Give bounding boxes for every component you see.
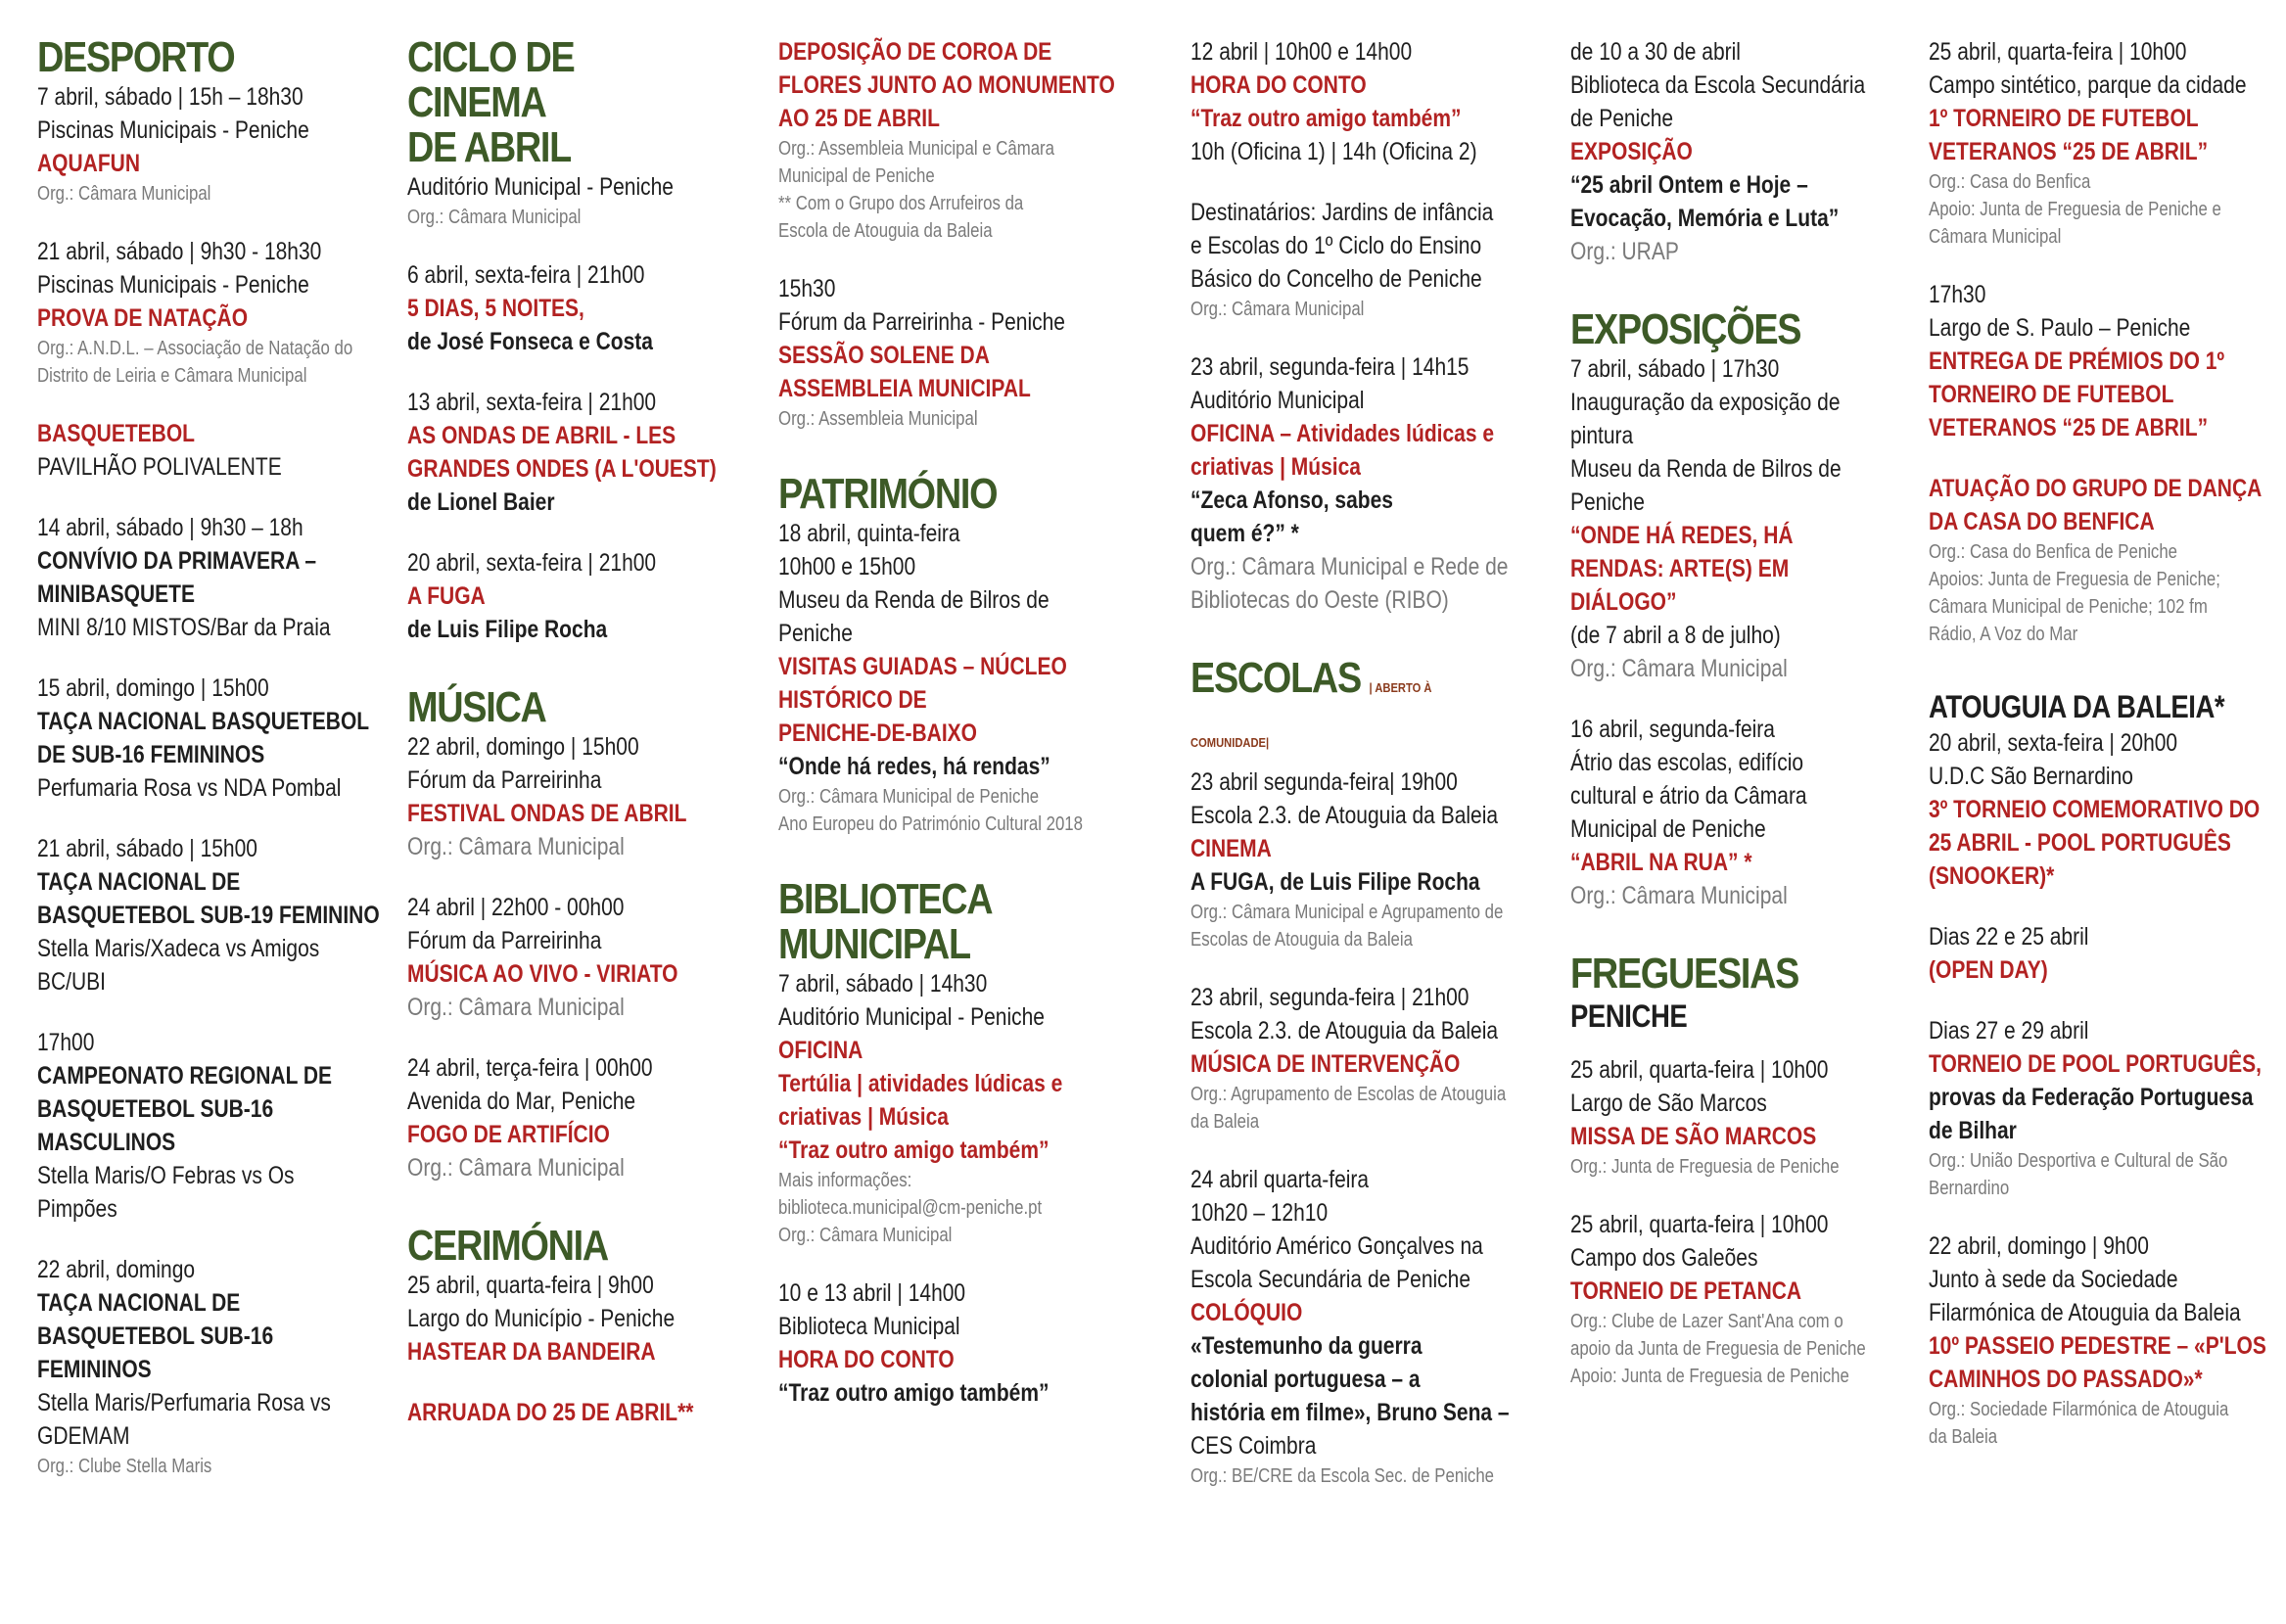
event-line: 10 e 13 abril | 14h00 <box>778 1279 966 1307</box>
event-line: Biblioteca da Escola Secundária <box>1570 71 1866 99</box>
event-line: Câmara Municipal <box>1929 226 2062 248</box>
event-entry <box>778 35 1170 245</box>
event-line: Org.: Câmara Municipal <box>37 183 211 205</box>
event-line: Apoio: Junta de Freguesia de Peniche e <box>1929 199 2221 220</box>
event-line: de 10 a 30 de abril <box>1570 38 1741 66</box>
event-line: Largo de São Marcos <box>1570 1090 1767 1117</box>
section <box>778 35 1170 433</box>
event-line: 10h00 e 15h00 <box>778 553 916 580</box>
event-line: A FUGA, de Luis Filipe Rocha <box>1190 868 1480 896</box>
event-line: “Traz outro amigo também” <box>778 1379 1050 1407</box>
section-title-text: BIBLIOTECA MUNICIPAL <box>778 875 993 968</box>
section-title <box>1570 307 1879 352</box>
event-line: Org.: Câmara Municipal <box>1570 882 1788 909</box>
section-title <box>1570 951 1879 997</box>
column-5 <box>1570 35 1929 1417</box>
event-line: AQUAFUN <box>37 150 140 177</box>
event-line: colonial portuguesa – a <box>1190 1366 1421 1393</box>
event-line: 10º PASSEIO PEDESTRE – «P'LOS <box>1929 1332 2266 1360</box>
event-line: 24 abril quarta-feira <box>1190 1166 1370 1193</box>
event-line: U.D.C São Bernardino <box>1929 763 2133 790</box>
event-line: Fórum da Parreirinha <box>407 766 602 794</box>
column-4 <box>1190 35 1555 1517</box>
event-line: Junto à sede da Sociedade <box>1929 1266 2178 1293</box>
event-entry <box>1570 35 1929 268</box>
event-entry <box>37 80 390 208</box>
event-line: 25 abril, quarta-feira | 10h00 <box>1570 1056 1829 1084</box>
event-line: pintura <box>1570 422 1634 449</box>
section-title-text: MÚSICA <box>407 683 546 731</box>
event-line: TORNEIO DE POOL PORTUGUÊS, <box>1929 1050 2262 1078</box>
event-line: TORNEIO DE PETANCA <box>1570 1277 1802 1305</box>
event-line: GDEMAM <box>37 1422 130 1450</box>
section <box>407 685 760 1184</box>
event-line: DIÁLOGO” <box>1570 588 1677 616</box>
event-line: Org.: Câmara Municipal e Rede de <box>1190 553 1509 580</box>
event-line: Org.: Sociedade Filarmónica de Atouguia <box>1929 1399 2229 1420</box>
event-entry <box>407 891 760 1024</box>
section <box>1570 951 1929 1390</box>
event-line: Rádio, A Voz do Mar <box>1929 624 2078 645</box>
event-line: 18 abril, quinta-feira <box>778 520 960 547</box>
event-line: Org.: Câmara Municipal <box>407 207 582 228</box>
event-line: Piscinas Municipais - Peniche <box>37 116 309 144</box>
event-entry <box>407 170 760 231</box>
event-line: 16 abril, segunda-feira <box>1570 716 1775 743</box>
section <box>778 877 1170 1410</box>
event-line: Peniche <box>1570 488 1645 516</box>
event-line: 7 abril, sábado | 17h30 <box>1570 355 1780 383</box>
section-title-text: CICLO DE CINEMA DE ABRIL <box>407 33 575 171</box>
section-title <box>37 35 341 80</box>
event-line: 12 abril | 10h00 e 14h00 <box>1190 38 1413 66</box>
event-line: Distrito de Leiria e Câmara Municipal <box>37 365 307 387</box>
event-line: Org.: Agrupamento de Escolas de Atouguia <box>1190 1084 1507 1105</box>
event-line: Org.: URAP <box>1570 238 1679 265</box>
event-line: (OPEN DAY) <box>1929 956 2048 984</box>
event-line: Pimpões <box>37 1195 117 1223</box>
event-line: Escola de Atouguia da Baleia <box>778 220 993 242</box>
event-line: Inauguração da exposição de <box>1570 389 1841 416</box>
event-line: de Peniche <box>1570 105 1674 132</box>
event-line: HORA DO CONTO <box>778 1346 955 1373</box>
event-line: CAMINHOS DO PASSADO»* <box>1929 1366 2203 1393</box>
event-line: biblioteca.municipal@cm-peniche.pt <box>778 1197 1043 1219</box>
section <box>778 472 1170 838</box>
event-line: Escola Secundária de Peniche <box>1190 1266 1471 1293</box>
event-line: Stella Maris/O Febras vs Os <box>37 1162 295 1189</box>
event-line: AS ONDAS DE ABRIL - LES <box>407 422 676 449</box>
event-line: Largo do Município - Peniche <box>407 1305 676 1332</box>
event-line: VETERANOS “25 DE ABRIL” <box>1929 414 2209 441</box>
event-line: 7 abril, sábado | 14h30 <box>778 970 988 998</box>
section-title <box>1190 656 1504 766</box>
event-line: FESTIVAL ONDAS DE ABRIL <box>407 800 687 827</box>
event-line: Peniche <box>778 620 853 647</box>
event-line: 20 abril, sexta-feira | 20h00 <box>1929 729 2178 757</box>
event-line: Org.: Câmara Municipal <box>407 994 625 1021</box>
event-line: MISSA DE SÃO MARCOS <box>1570 1123 1817 1150</box>
event-line: Dias 27 e 29 abril <box>1929 1017 2089 1044</box>
event-line: criativas | Música <box>1190 453 1361 481</box>
event-line: EXPOSIÇÃO <box>1570 138 1693 165</box>
event-line: 25 ABRIL - POOL PORTUGUÊS <box>1929 829 2231 857</box>
section-title <box>407 685 711 730</box>
event-line: ASSEMBLEIA MUNICIPAL <box>778 375 1031 402</box>
section-title-text: ESCOLAS <box>1190 654 1361 702</box>
event-entry <box>37 1253 390 1480</box>
event-entry <box>37 1026 390 1226</box>
event-line: 7 abril, sábado | 15h – 18h30 <box>37 83 303 111</box>
event-line: BASQUETEBOL SUB-16 <box>37 1322 274 1350</box>
event-line: BASQUETEBOL SUB-19 FEMININO <box>37 902 380 929</box>
event-line: Municipal de Peniche <box>1570 815 1766 843</box>
event-line: Escola 2.3. de Atouguia da Baleia <box>1190 802 1499 829</box>
event-entry <box>407 386 760 519</box>
event-line: Org.: A.N.D.L. – Associação de Natação do <box>37 338 353 359</box>
event-line: DE SUB-16 FEMININOS <box>37 741 265 768</box>
event-line: TAÇA NACIONAL DE <box>37 1289 241 1317</box>
section <box>407 35 760 646</box>
event-line: Tertúlia | atividades lúdicas e <box>778 1070 1063 1097</box>
event-line: HORA DO CONTO <box>1190 71 1367 99</box>
event-line: Org.: Câmara Municipal <box>407 1154 625 1182</box>
section <box>37 35 390 1480</box>
event-line: Org.: Clube de Lazer Sant'Ana com o <box>1570 1311 1843 1332</box>
event-line: Avenida do Mar, Peniche <box>407 1088 636 1115</box>
event-line: de José Fonseca e Costa <box>407 328 653 355</box>
event-line: Bernardino <box>1929 1178 2010 1199</box>
event-line: 23 abril, segunda-feira | 21h00 <box>1190 984 1470 1011</box>
event-line: DA CASA DO BENFICA <box>1929 508 2155 535</box>
event-line: 21 abril, sábado | 15h00 <box>37 835 257 862</box>
event-line: 22 abril, domingo <box>37 1256 196 1283</box>
event-line: Dias 22 e 25 abril <box>1929 923 2089 951</box>
event-entry <box>37 832 390 998</box>
event-entry <box>407 1396 760 1429</box>
event-line: Auditório Municipal <box>1190 387 1365 414</box>
event-line: 21 abril, sábado | 9h30 - 18h30 <box>37 238 322 265</box>
event-entry <box>1929 278 2281 444</box>
event-line: 6 abril, sexta-feira | 21h00 <box>407 261 645 289</box>
event-line: Stella Maris/Perfumaria Rosa vs <box>37 1389 331 1416</box>
event-line: da Baleia <box>1929 1426 1998 1448</box>
event-entry <box>1190 35 1555 168</box>
event-line: Auditório Municipal - Peniche <box>407 173 674 201</box>
event-entry <box>407 258 760 358</box>
section-note: | ABERTO À COMUNIDADE| <box>1190 680 1432 750</box>
event-line: “Traz outro amigo também” <box>1190 105 1462 132</box>
event-line: 1º TORNEIRO DE FUTEBOL <box>1929 105 2199 132</box>
event-entry <box>407 1051 760 1184</box>
section <box>1929 35 2281 648</box>
event-line: FLORES JUNTO AO MONUMENTO <box>778 71 1115 99</box>
event-line: 10h20 – 12h10 <box>1190 1199 1329 1227</box>
event-line: 22 abril, domingo | 15h00 <box>407 733 639 761</box>
event-line: Escolas de Atouguia da Baleia <box>1190 929 1413 951</box>
event-entry <box>407 546 760 646</box>
event-line: A FUGA <box>407 582 486 610</box>
event-line: “Zeca Afonso, sabes <box>1190 487 1393 514</box>
event-line: Fórum da Parreirinha <box>407 927 602 954</box>
event-line: Campo sintético, parque da cidade <box>1929 71 2247 99</box>
event-line: SESSÃO SOLENE DA <box>778 342 990 369</box>
event-line: VETERANOS “25 DE ABRIL” <box>1929 138 2209 165</box>
event-entry <box>1929 1014 2281 1202</box>
event-line: 25 abril, quarta-feira | 10h00 <box>1929 38 2187 66</box>
event-line: Básico do Concelho de Peniche <box>1190 265 1482 293</box>
event-entry <box>778 1276 1170 1410</box>
event-line: Org.: Assembleia Municipal <box>778 408 978 430</box>
section <box>1570 307 1929 912</box>
event-line: VISITAS GUIADAS – NÚCLEO <box>778 653 1067 680</box>
event-line: Campo dos Galeões <box>1570 1244 1758 1272</box>
event-entry <box>1929 1230 2281 1451</box>
event-entry <box>37 511 390 644</box>
event-line: DEPOSIÇÃO DE COROA DE <box>778 38 1052 66</box>
event-line: CINEMA <box>1190 835 1272 862</box>
event-entry <box>778 272 1170 433</box>
event-line: 3º TORNEIO COMEMORATIVO DO <box>1929 796 2261 823</box>
event-line: AO 25 DE ABRIL <box>778 105 940 132</box>
section <box>1190 35 1555 617</box>
section-title-text: ATOUGUIA DA BALEIA* <box>1929 689 2225 724</box>
event-line: 17h30 <box>1929 281 1986 308</box>
event-line: Org.: Casa do Benfica de Peniche <box>1929 541 2178 563</box>
section-title-text: CERIMÓNIA <box>407 1222 608 1270</box>
event-line: CONVÍVIO DA PRIMAVERA – <box>37 547 317 575</box>
event-line: PENICHE-DE-BAIXO <box>778 719 978 747</box>
event-line: ARRUADA DO 25 DE ABRIL** <box>407 1399 694 1426</box>
event-line: 15 abril, domingo | 15h00 <box>37 674 269 702</box>
event-line: 15h30 <box>778 275 836 302</box>
event-line: OFICINA – Atividades lúdicas e <box>1190 420 1495 447</box>
event-line: 24 abril, terça-feira | 00h00 <box>407 1054 653 1082</box>
event-line: Auditório Américo Gonçalves na <box>1190 1232 1483 1260</box>
event-entry <box>1570 352 1929 685</box>
event-line: MASCULINOS <box>37 1129 176 1156</box>
event-line: BC/UBI <box>37 968 107 996</box>
event-line: Biblioteca Municipal <box>778 1313 960 1340</box>
event-entry <box>37 672 390 805</box>
event-line: criativas | Música <box>778 1103 949 1131</box>
section-title <box>778 877 1115 967</box>
event-line: COLÓQUIO <box>1190 1299 1303 1326</box>
event-line: GRANDES ONDES (A L'OUEST) <box>407 455 717 483</box>
event-line: “25 abril Ontem e Hoje – <box>1570 171 1808 199</box>
event-line: PROVA DE NATAÇÃO <box>37 304 249 332</box>
event-line: 23 abril segunda-feira| 19h00 <box>1190 768 1458 796</box>
event-line: Câmara Municipal de Peniche; 102 fm <box>1929 596 2208 618</box>
event-line: Org.: Câmara Municipal <box>1570 655 1788 682</box>
event-line: 10h (Oficina 1) | 14h (Oficina 2) <box>1190 138 1477 165</box>
event-line: história em filme», Bruno Sena – <box>1190 1399 1510 1426</box>
event-entry <box>1929 35 2281 251</box>
event-line: HASTEAR DA BANDEIRA <box>407 1338 656 1366</box>
event-entry <box>37 235 390 390</box>
event-line: CES Coimbra <box>1190 1432 1317 1460</box>
event-line: quem é?” * <box>1190 520 1299 547</box>
event-line: HISTÓRICO DE <box>778 686 927 714</box>
event-line: Museu da Renda de Bilros de <box>778 586 1050 614</box>
event-entry <box>1570 713 1929 912</box>
section <box>1570 35 1929 268</box>
event-line: FEMININOS <box>37 1356 152 1383</box>
event-entry <box>1190 981 1555 1136</box>
column-2 <box>407 35 760 1457</box>
event-line: Org.: Câmara Municipal e Agrupamento de <box>1190 902 1504 923</box>
event-line: “Traz outro amigo também” <box>778 1137 1050 1164</box>
event-line: 23 abril, segunda-feira | 14h15 <box>1190 353 1470 381</box>
event-line: «Testemunho da guerra <box>1190 1332 1423 1360</box>
event-line: (SNOOKER)* <box>1929 862 2055 890</box>
event-line: ** Com o Grupo dos Arrufeiros da <box>778 193 1024 214</box>
event-line: 24 abril | 22h00 - 00h00 <box>407 894 625 921</box>
section-title-text: FREGUESIAS <box>1570 950 1799 998</box>
event-line: 17h00 <box>37 1029 95 1056</box>
event-line: (de 7 abril a 8 de julho) <box>1570 622 1781 649</box>
section <box>1190 656 1555 1490</box>
event-line: RENDAS: ARTE(S) EM <box>1570 555 1790 582</box>
section-title-text: PATRIMÓNIO <box>778 470 998 518</box>
event-entry <box>407 730 760 863</box>
event-entry <box>407 1269 760 1369</box>
event-line: Org.: Assembleia Municipal e Câmara <box>778 138 1054 160</box>
section <box>407 1224 760 1429</box>
event-line: Org.: Câmara Municipal <box>778 1225 953 1246</box>
event-line: PAVILHÃO POLIVALENTE <box>37 453 282 481</box>
event-line: 5 DIAS, 5 NOITES, <box>407 295 584 322</box>
event-line: Municipal de Peniche <box>778 165 935 187</box>
event-line: 13 abril, sexta-feira | 21h00 <box>407 389 657 416</box>
event-line: FOGO DE ARTIFÍCIO <box>407 1121 610 1148</box>
event-line: Org.: Clube Stella Maris <box>37 1456 212 1477</box>
event-line: Org.: BE/CRE da Escola Sec. de Peniche <box>1190 1465 1495 1487</box>
column-1 <box>37 35 390 1508</box>
event-line: BASQUETEBOL SUB-16 <box>37 1095 274 1123</box>
event-line: TORNEIRO DE FUTEBOL <box>1929 381 2174 408</box>
event-line: Evocação, Memória e Luta” <box>1570 205 1840 232</box>
event-line: Stella Maris/Xadeca vs Amigos <box>37 935 320 962</box>
event-entry <box>37 417 390 484</box>
event-entry <box>1929 726 2281 893</box>
event-line: 25 abril, quarta-feira | 10h00 <box>1570 1211 1829 1238</box>
section-title-text: EXPOSIÇÕES <box>1570 305 1801 353</box>
event-line: Largo de S. Paulo – Peniche <box>1929 314 2191 342</box>
event-line: Escola 2.3. de Atouguia da Baleia <box>1190 1017 1499 1044</box>
event-line: Apoio: Junta de Freguesia de Peniche <box>1570 1366 1849 1387</box>
event-line: Org.: Casa do Benfica <box>1929 171 2091 193</box>
event-line: ATUAÇÃO DO GRUPO DE DANÇA <box>1929 475 2263 502</box>
column-3 <box>778 35 1170 1437</box>
event-line: TAÇA NACIONAL BASQUETEBOL <box>37 708 370 735</box>
section-title <box>407 35 711 170</box>
event-line: de Luis Filipe Rocha <box>407 616 608 643</box>
event-line: MINIBASQUETE <box>37 580 196 608</box>
event-line: MÚSICA AO VIVO - VIRIATO <box>407 960 678 988</box>
event-line: Auditório Municipal - Peniche <box>778 1003 1045 1031</box>
event-entry <box>778 517 1170 838</box>
event-line: Ano Europeu do Património Cultural 2018 <box>778 813 1083 835</box>
event-line: provas da Federação Portuguesa <box>1929 1084 2254 1111</box>
event-line: Piscinas Municipais - Peniche <box>37 271 309 299</box>
event-line: da Baleia <box>1190 1111 1260 1133</box>
event-line: 25 abril, quarta-feira | 9h00 <box>407 1272 654 1299</box>
event-line: “Onde há redes, há rendas” <box>778 753 1050 780</box>
event-line: TAÇA NACIONAL DE <box>37 868 241 896</box>
section-title-text: DESPORTO <box>37 33 235 81</box>
event-line: 14 abril, sábado | 9h30 – 18h <box>37 514 303 541</box>
event-line: Bibliotecas do Oeste (RIBO) <box>1190 586 1449 614</box>
event-entry <box>1570 1053 1929 1181</box>
event-line: Org.: Junta de Freguesia de Peniche <box>1570 1156 1840 1178</box>
event-line: Org.: Câmara Municipal de Peniche <box>778 786 1040 808</box>
event-line: “ABRIL NA RUA” * <box>1570 849 1752 876</box>
event-line: Filarmónica de Atouguia da Baleia <box>1929 1299 2241 1326</box>
event-line: Apoios: Junta de Freguesia de Peniche; <box>1929 569 2220 590</box>
event-line: Museu da Renda de Bilros de <box>1570 455 1842 483</box>
event-entry <box>1190 766 1555 953</box>
event-entry <box>1190 1163 1555 1490</box>
event-entry <box>1190 350 1555 617</box>
event-entry <box>1929 472 2281 648</box>
event-line: ENTREGA DE PRÉMIOS DO 1º <box>1929 348 2225 375</box>
section-subtitle: PENICHE <box>1570 998 1688 1034</box>
section-title <box>778 472 1115 517</box>
event-line: “ONDE HÁ REDES, HÁ <box>1570 522 1794 549</box>
section-title <box>1929 687 2232 726</box>
event-line: Org.: Câmara Municipal <box>1190 299 1365 320</box>
event-line: CAMPEONATO REGIONAL DE <box>37 1062 333 1090</box>
event-line: de Bilhar <box>1929 1117 2017 1144</box>
event-line: Org.: União Desportiva e Cultural de São <box>1929 1150 2228 1172</box>
event-entry <box>1570 1208 1929 1390</box>
event-line: de Lionel Baier <box>407 488 555 516</box>
event-line: Fórum da Parreirinha - Peniche <box>778 308 1065 336</box>
event-line: OFICINA <box>778 1037 863 1064</box>
event-entry <box>778 967 1170 1249</box>
event-line: cultural e átrio da Câmara <box>1570 782 1807 810</box>
event-line: MÚSICA DE INTERVENÇÃO <box>1190 1050 1461 1078</box>
event-line: Mais informações: <box>778 1170 912 1191</box>
event-line: Perfumaria Rosa vs NDA Pombal <box>37 774 342 802</box>
event-line: apoio da Junta de Freguesia de Peniche <box>1570 1338 1866 1360</box>
event-line: 22 abril, domingo | 9h00 <box>1929 1232 2149 1260</box>
event-line: 20 abril, sexta-feira | 21h00 <box>407 549 657 577</box>
event-line: MINI 8/10 MISTOS/Bar da Praia <box>37 614 331 641</box>
section-title <box>407 1224 711 1269</box>
column-6 <box>1929 35 2281 1478</box>
event-line: Org.: Câmara Municipal <box>407 833 625 860</box>
event-line: Destinatários: Jardins de infância <box>1190 199 1494 226</box>
event-entry <box>1190 196 1555 323</box>
event-line: BASQUETEBOL <box>37 420 196 447</box>
event-line: Átrio das escolas, edifício <box>1570 749 1804 776</box>
event-line: e Escolas do 1º Ciclo do Ensino <box>1190 232 1482 259</box>
event-entry <box>1929 920 2281 987</box>
section <box>1929 687 2281 1451</box>
